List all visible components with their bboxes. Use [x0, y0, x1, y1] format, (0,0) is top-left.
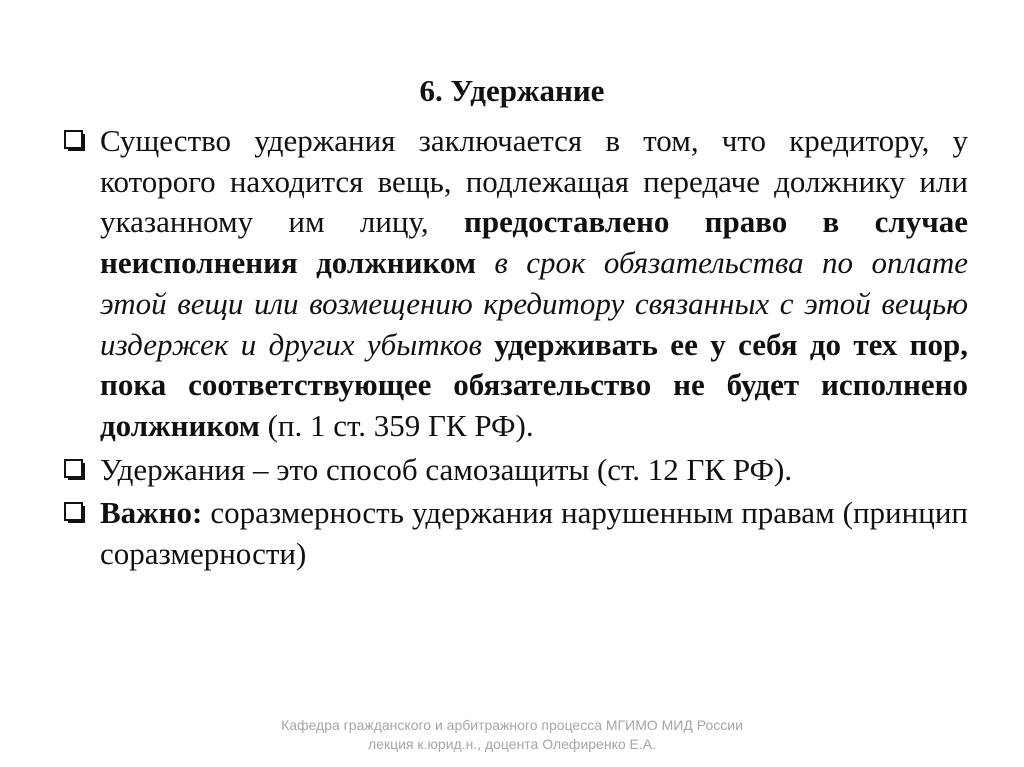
checkbox-icon [64, 130, 85, 151]
bullet-text-normal: соразмерность удержания нарушенным правам (принцип соразмерности) [100, 495, 968, 572]
bullet-item [62, 493, 968, 574]
bullet-item [62, 450, 968, 491]
bullet-text-bold: предоставлено право в случае неисполнения должником [100, 204, 968, 281]
checkbox-icon [64, 502, 85, 523]
bullet-text-bold: Важно: [100, 495, 203, 531]
bullet-item [62, 121, 968, 447]
bullet-text-normal: (п. 1 ст. 359 ГК РФ). [259, 407, 534, 443]
slide-footer [0, 716, 1024, 754]
bullet-list [62, 121, 968, 575]
slide-title: 6. Удержание [419, 73, 605, 108]
bullet-text-normal: Удержания – это способ самозащиты (ст. 12 ГК РФ). [100, 451, 793, 487]
footer-line-department: Кафедра гражданского и арбитражного процесса МГИМО МИД России [281, 717, 743, 733]
bullet-text-bold: удерживать ее у себя до тех пор, пока соответствующее обязательство не будет исполнено должником [100, 326, 968, 443]
footer-line-lecturer: лекция к.юрид.н., доцента Олефиренко Е.А. [368, 736, 656, 752]
bullet-text-normal: Существо удержания заключается в том, что кредитору, у которого находится вещь, подлежащая передаче должнику или указанному им лицу, [100, 123, 968, 240]
checkbox-icon [64, 459, 85, 480]
bullet-text-italic: в срок обязательства по оплате этой вещи или возмещению кредитору связанных с этой вещью издержек и других убытков [100, 245, 968, 362]
